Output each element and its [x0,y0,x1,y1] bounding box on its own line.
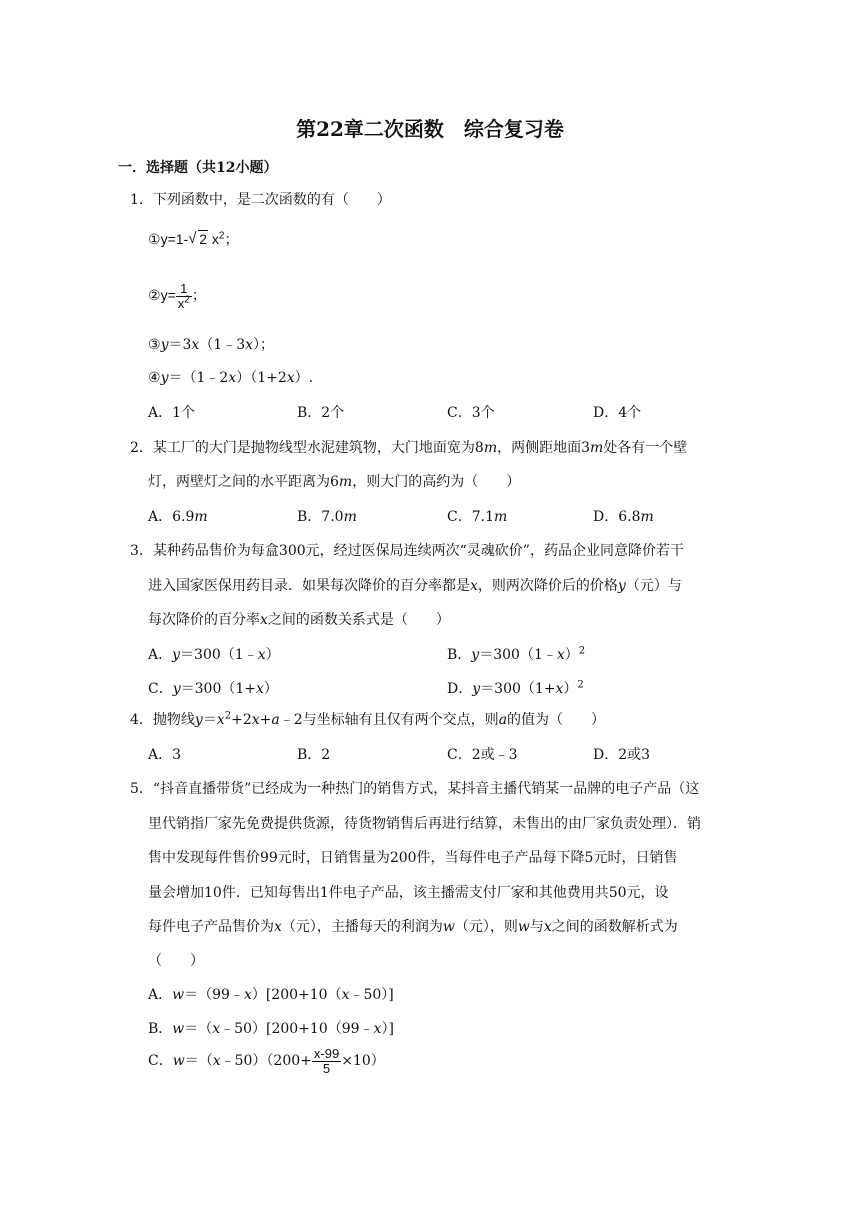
q1-item-2 [148,276,206,315]
var-y: y [160,370,169,386]
q5-option-a-part-b: ）[200+10（ [251,987,342,1003]
q4-option-d: D．2或3 [593,747,651,763]
q1-stem: 1．下列函数中，是二次函数的有（ ） [130,192,391,208]
q1-item-1 [148,229,238,250]
q3-option-b-prefix: B． [447,647,472,663]
unit-m: m [338,474,353,490]
q1-item-3-part-b: （1﹣3 [199,337,246,353]
var-x: x [556,647,565,663]
q3-option-a-prefix: A． [148,647,173,663]
q2-option-b-text: B．7.0 [297,509,344,525]
var-x: x [245,337,254,353]
q2-option-d-text: D．6.8 [593,509,641,525]
q5-option-b-part-c: ）] [381,1021,394,1037]
var-x: x [243,987,252,1003]
var-w: w [172,1021,185,1037]
q2-option-b [297,507,357,527]
q2-option-a-text: A．6.9 [148,509,195,525]
q2-option-a [148,507,208,527]
q3-option-a-part-b: ） [265,647,280,663]
var-w: w [172,1053,185,1069]
q1-item-2-denominator [176,296,192,311]
q5-line-5 [148,917,678,937]
q5-option-b-part-b: ﹣50）[200+10（99﹣ [220,1021,374,1037]
var-x: x [216,712,225,728]
section-heading: 一．选择题（共12小题） [118,160,278,176]
q1-item-1-exp: 2 [218,230,225,242]
q2-line-2-a: 灯，两壁灯之间的水平距离为6 [148,474,339,490]
q5-line-3: 售中发现每件售价99元时，日销售量为200件，当每件电子产品每下降5元时，日销售 [148,850,678,866]
q5-line-5-c: （元），则 [454,919,518,935]
q5-option-c-prefix: C． [148,1053,173,1069]
unit-m: m [493,509,508,525]
q5-option-b-part-a: ＝（ [184,1021,213,1037]
q3-line-2-a: 进入国家医保用药目录．如果每次降价的百分率都是 [148,578,470,594]
q1-option-c: C．3个 [447,405,495,421]
q1-item-2-fraction [176,282,192,311]
q1-item-4-end: ）. [294,370,314,386]
q1-item-4-mark: ④ [148,370,161,386]
var-y: y [172,681,181,697]
q3-line-3 [148,610,450,630]
q3-option-c [148,679,278,699]
q3-line-2-c: （元）与 [625,578,682,594]
q3-option-d [447,679,584,699]
q3-option-b-exp: 2 [578,645,586,657]
q3-line-3-a: 每次降价的百分率 [148,612,260,628]
var-x: x [191,337,200,353]
q1-item-1-part-b: x [211,231,219,247]
q1-item-4-part-b: ）（1+2 [236,370,287,386]
q4-part-d: + [259,712,272,728]
var-x: x [212,1053,221,1069]
q1-option-a: A．1个 [148,405,196,421]
q1-item-2-den-exp: 2 [184,294,190,306]
q5-line-5-a: 每件电子产品售价为 [148,919,274,935]
q5-option-c-part-b: ﹣50）（200+ [220,1053,312,1069]
var-w: w [517,919,530,935]
q5-option-b [148,1019,394,1039]
q3-option-b-part-a: ＝300（1﹣ [479,647,557,663]
q2-option-d [593,507,654,527]
var-w: w [442,919,455,935]
q5-line-5-b: （元），主播每天的利润为 [281,919,443,935]
unit-m: m [590,440,604,456]
q4-option-c: C．2或﹣3 [447,747,518,763]
unit-m: m [640,509,654,525]
q5-option-c-denominator: 5 [312,1061,341,1076]
var-x: x [373,1021,382,1037]
q1-item-2-part-a: y= [160,287,176,303]
q3-option-c-prefix: C． [148,681,173,697]
q1-item-2-mark: ② [148,288,161,304]
q5-option-c-part-c: ×10） [341,1053,385,1069]
var-y: y [472,681,481,697]
q2-line-1-c: 处各有一个壁 [603,440,688,456]
q2-line-2 [148,472,520,492]
var-x: x [251,712,260,728]
q3-line-3-b: 之间的函数关系式是（ ） [267,612,450,628]
var-a: a [498,712,508,728]
q1-item-1-formula [161,231,225,247]
q2-line-2-b: ，则大门的高约为（ ） [352,474,521,490]
q2-option-c-text: C．7.1 [447,509,494,525]
var-x: x [256,681,264,697]
q2-line-1 [130,438,687,458]
q5-option-c-part-a: ＝（ [184,1053,213,1069]
q3-option-b [447,645,585,665]
q3-line-2-b: ，则两次降价后的价格 [477,578,618,594]
q3-line-2 [148,576,682,596]
q5-line-4: 量会增加10件．已知每售出1件电子产品，该主播需支付厂家和其他费用共50元，设 [148,885,669,901]
q5-line-6: （ ） [148,953,204,969]
q4-option-b: B．2 [297,747,331,763]
q3-option-c-part-b: ） [263,681,278,697]
q1-option-d: D．4个 [593,405,642,421]
q5-line-1: 5．“抖音直播带货”已经成为一种热门的销售方式，某抖音主播代销某一品牌的电子产品（这 [130,781,700,797]
var-x: x [286,370,295,386]
q4-stem [130,710,605,730]
q5-option-a-part-c: ﹣50）] [349,987,394,1003]
q3-option-c-part-a: ＝300（1+ [180,681,256,697]
q5-option-b-prefix: B． [148,1021,173,1037]
q1-option-b: B．2个 [297,405,345,421]
q1-item-2-formula [160,280,192,311]
var-x: x [257,647,266,663]
q1-item-1-radicand: 2 [199,231,207,247]
q5-option-c-numerator: x-99 [313,1045,340,1061]
q5-option-a-prefix: A． [148,987,173,1003]
q3-option-b-part-b: ） [564,647,579,663]
q2-line-1-b: ，两侧距地面3 [497,440,591,456]
q1-item-2-den-base: x [177,295,185,311]
var-x: x [555,681,564,697]
q1-item-2-numerator: 1 [180,280,188,296]
q3-line-1: 3．某种药品售价为每盒300元，经过医保局连续两次“灵魂砍价”，药品企业同意降价若干 [130,543,684,559]
q1-item-2-end: ； [191,288,206,304]
q3-option-d-exp: 2 [577,679,584,691]
q5-option-c-fraction [312,1047,341,1076]
q3-option-d-part-b: ） [563,681,578,697]
q4-part-c: +2 [231,712,252,728]
q1-item-3-part-a: ＝3 [168,337,192,353]
q1-item-4-part-a: ＝（1﹣2 [168,370,229,386]
var-x: x [341,987,350,1003]
var-x: x [274,919,282,935]
q5-line-2: 里代销指厂家先免费提供货源，待货物销售后再进行结算，未售出的由厂家负责处理）．销 [148,816,701,832]
q3-option-a-part-a: ＝300（1﹣ [180,647,258,663]
var-x: x [260,612,268,628]
var-a: a [271,712,280,728]
q4-part-g: 的值为（ ） [507,712,606,728]
q3-option-d-prefix: D． [447,681,473,697]
var-y: y [194,712,203,728]
q4-part-a: 4．抛物线 [130,712,195,728]
q5-line-5-e: 之间的函数解析式为 [551,919,678,935]
var-x: x [228,370,237,386]
q1-item-3-mark: ③ [148,337,161,353]
q1-item-1-mark: ① [148,232,161,248]
page-title: 第22章二次函数 综合复习卷 [296,117,564,141]
q2-option-c [447,507,507,527]
unit-m: m [343,509,357,525]
q3-option-d-part-a: ＝300（1+ [480,681,556,697]
var-y: y [617,578,626,594]
q4-part-b: ＝ [202,712,217,728]
var-y: y [160,337,169,353]
q4-exp: 2 [224,710,232,722]
q5-line-5-d: 与 [529,919,544,935]
q4-option-a: A．3 [148,747,182,763]
var-y: y [172,647,181,663]
q2-line-1-a: 2．某工厂的大门是抛物线型水泥建筑物，大门地面宽为8 [130,440,484,456]
var-x: x [470,578,478,594]
q3-option-a [148,645,280,665]
q1-item-1-part-a: y=1- [160,231,189,247]
var-y: y [471,647,480,663]
q1-item-3 [148,335,274,355]
q5-option-a-part-a: ＝（99﹣ [184,987,244,1003]
var-x: x [543,919,552,935]
var-w: w [172,987,185,1003]
q4-part-f: ﹣2与坐标轴有且仅有两个交点，则 [279,712,499,728]
q5-option-c [148,1042,385,1080]
unit-m: m [194,509,208,525]
q5-option-a [148,985,394,1005]
q1-item-1-end: ； [224,232,239,248]
sqrt-symbol: √ 2 [188,230,207,247]
q1-item-4 [148,368,313,388]
q1-item-3-end: ）； [253,337,275,353]
var-x: x [212,1021,221,1037]
unit-m: m [483,440,498,456]
